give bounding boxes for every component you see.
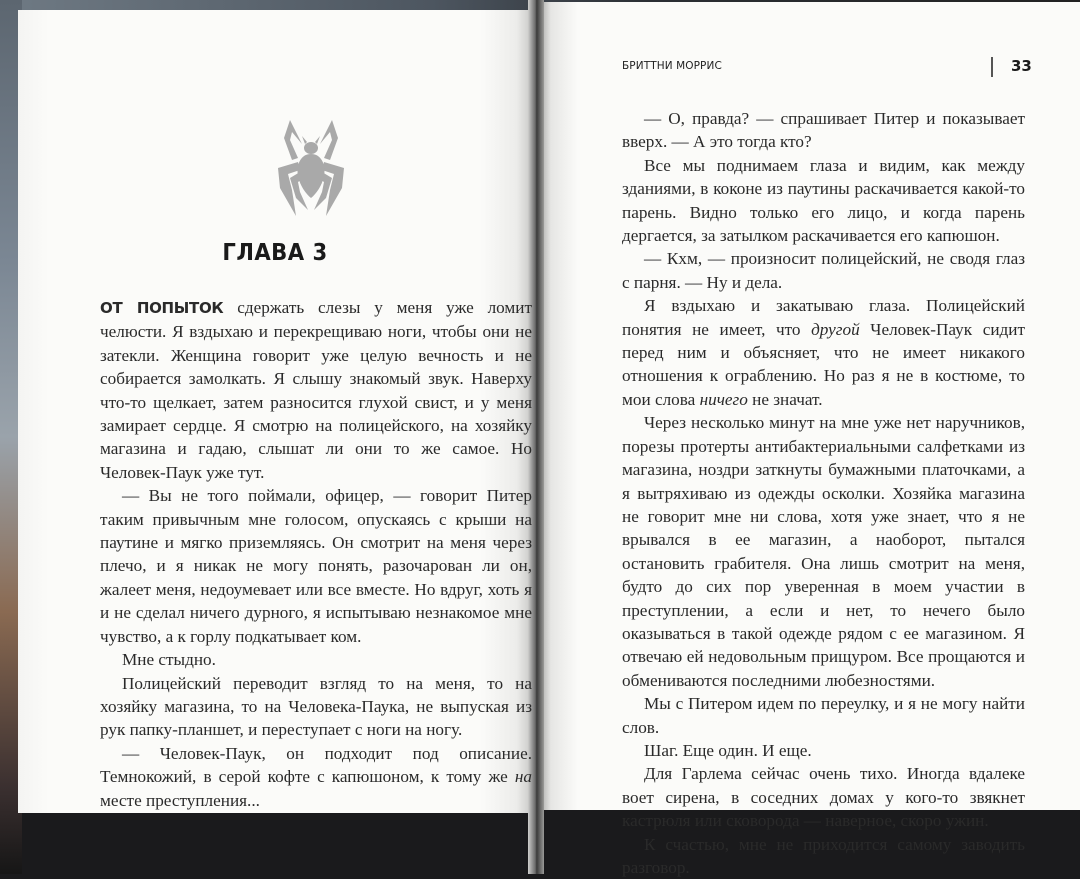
paragraph-text: сдержать слезы у меня уже ломит челюсти. Я вздыхаю и перекрещиваю ноги, чтобы они не затекли. Женщина говорит уже целую вечность и не собирается замолкать. Я слышу знакомый звук. Наверху что-то щелкает, затем разносится глухой свист, и у меня замирает сердце. Я смотрю на полицейского, на хозяйку магазина и гадаю, слышат ли они то же самое. Но Человек-Паук уже тут.	[100, 298, 532, 482]
paragraph	[100, 742, 532, 812]
left-page-body	[100, 296, 532, 812]
italic-emphasis: другой	[811, 319, 860, 339]
paragraph: Шаг. Еще один. И еще.	[644, 740, 812, 760]
paragraph-text: — Человек-Паук, он подходит под описание. Темнокожий, в серой кофте с капюшоном, к тому же	[100, 743, 532, 787]
paragraph: — Вы не того поймали, офицер, — говорит Питер таким привычным мне голосом, опускаясь с крыши на паутине и мягко приземляясь. Он смотрит на меня через плечо, и я никак не могу понять, разочарован ли он, жалеет меня, недоумевает или все вместе. Но вдруг, хоть я и не сделал ничего дурного, я испытываю незнакомое мне чувство, а к горлу подкатывает ком.	[100, 486, 532, 646]
header-divider	[991, 57, 993, 77]
paragraph: К счастью, мне не приходится самому заводить разговор.	[622, 834, 1025, 877]
paragraph: Мы с Питером идем по переулку, и я не могу найти слов.	[622, 694, 1025, 737]
paragraph: Полицейский переводит взгляд то на меня, то на хозяйку магазина, то на Человека-Паука, не выпуская из рук папку-планшет, и переступает с ноги на ногу.	[100, 673, 532, 740]
running-head-author: БРИТТНИ МОРРИС	[622, 60, 722, 72]
paragraph: — Кхм, — произносит полицейский, не сводя глаз с парня. — Ну и дела.	[622, 249, 1025, 292]
chapter-title: ГЛАВА 3	[222, 240, 328, 266]
paragraph-text: не значат.	[747, 389, 823, 409]
right-page-body	[622, 107, 1025, 879]
paragraph: Для Гарлема сейчас очень тихо. Иногда вдалеке воет сирена, в соседних домах у кого-то звякнет кастрюля или сковорода — наверное, скоро ужин.	[622, 764, 1025, 831]
spider-emblem-icon	[268, 104, 354, 224]
italic-emphasis: на	[514, 767, 532, 787]
paragraph: — О, правда? — спрашивает Питер и показывает вверх. — А это тогда кто?	[622, 109, 1025, 152]
paragraph: Все мы поднимаем глаза и видим, как между зданиями, в коконе из паутины раскачивается какой-то парень. Видно только его лицо, и когда парень дергается, за затылком раскачивается его капюшон.	[622, 155, 1025, 246]
paragraph-text: месте преступления...	[100, 790, 260, 810]
paragraph-text: Я вздыхаю и закатываю глаза. Полицейский понятия не имеет, что	[622, 296, 1025, 339]
italic-emphasis: ничего	[699, 389, 748, 409]
paragraph	[622, 294, 1025, 411]
paragraph-text: Человек-Паук сидит перед ним и объясняет, что не имеет никакого отношения к ограблению. Но раз я не в костюме, то мои слова	[622, 319, 1025, 409]
paragraph: Мне стыдно.	[122, 650, 216, 670]
paragraph	[100, 296, 532, 484]
paragraph: Через несколько минут на мне уже нет наручников, порезы протерты антибактериальными салфетками из магазина, ноздри заткнуты бумажными платочками, а я вытряхиваю из одежды осколки. Хозяйка магазина не говорит мне ни слова, хотя уже знает, что я не врывался в ее магазин, а наоборот, пытался остановить грабителя. Она лишь смотрит на меня, будто до сих пор уверенная в моем участии в преступлении, а если и нет, то нечего было оказываться в такой одежде рядом с ее магазином. Я отвечаю ей недовольным прищуром. Все прощаются и обмениваются последними любезностями.	[622, 413, 1025, 690]
chapter-lead-in: ОТ ПОПЫТОК	[100, 299, 224, 317]
page-number: 33	[1011, 57, 1032, 75]
